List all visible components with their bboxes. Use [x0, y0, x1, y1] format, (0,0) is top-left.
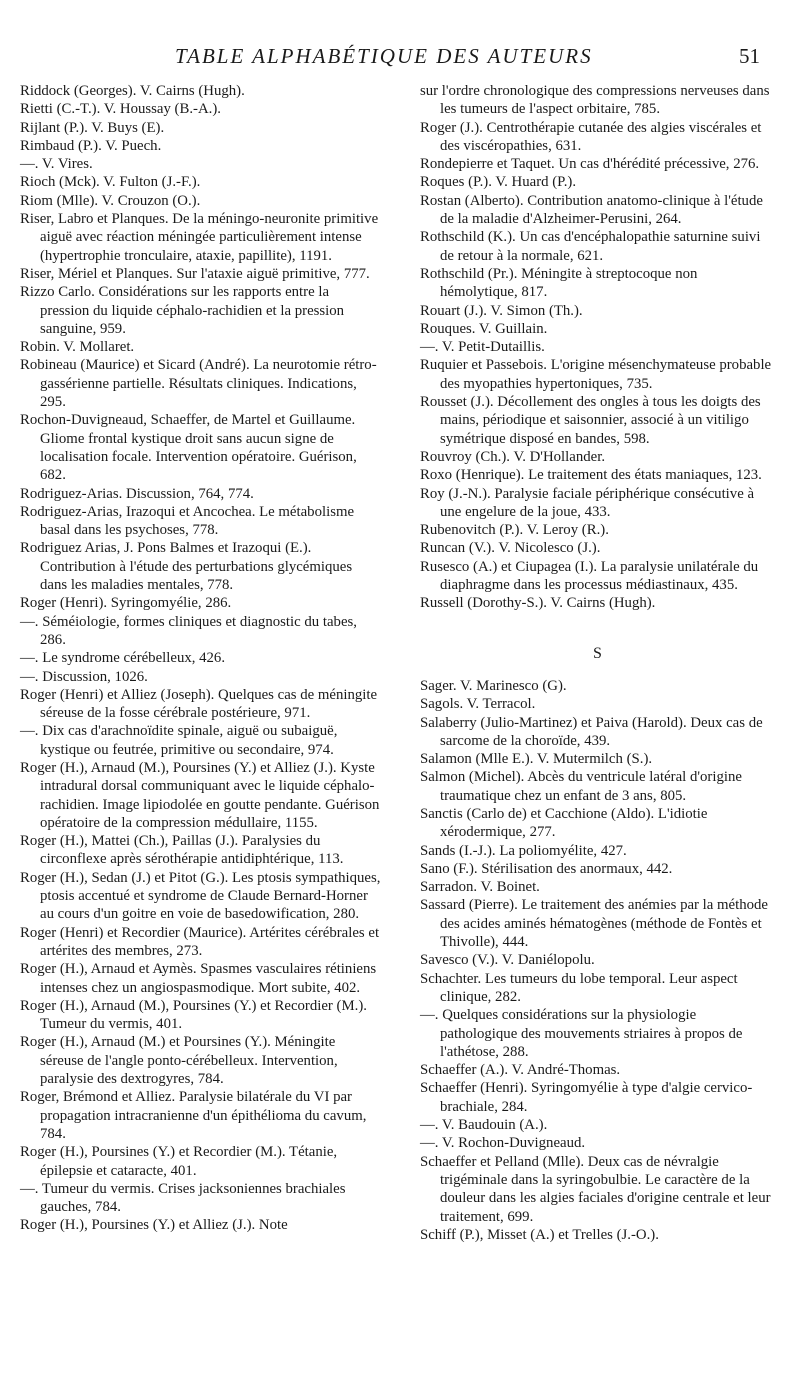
- index-entry: Salamon (Mlle E.). V. Mutermilch (S.).: [420, 751, 653, 768]
- index-entry: Rothschild (K.). Un cas d'encéphalopathie saturnine suivi de retour à la normale, 621.: [420, 229, 761, 264]
- index-entry: Roger (H.), Arnaud (M.), Poursines (Y.) et Recordier (M.). Tumeur du vermis, 401.: [20, 997, 367, 1033]
- index-entry: Roger (H.), Poursines (Y.) et Alliez (J.). Note: [20, 1217, 288, 1234]
- index-entry: —. Séméiologie, formes cliniques et diagnostic du tabes, 286.: [20, 613, 357, 648]
- right-column-s-entries: [420, 677, 775, 1244]
- index-entry: Runcan (V.). V. Nicolesco (J.).: [420, 540, 601, 557]
- index-entry: Rouart (J.). V. Simon (Th.).: [420, 302, 583, 319]
- index-entry: Sager. V. Marinesco (G).: [420, 677, 567, 694]
- index-entry: Roger (H.), Mattei (Ch.), Paillas (J.). Paralysies du circonflexe après sérothérapie antidiphtérique, 113.: [20, 833, 344, 868]
- index-entry: Schaeffer (A.). V. André-Thomas.: [420, 1062, 621, 1079]
- index-entry: Rouques. V. Guillain.: [420, 320, 548, 337]
- index-entry: Roger (H.), Arnaud et Aymès. Spasmes vasculaires rétiniens intenses chez un angiospasmodique. Mort subite, 402.: [20, 961, 377, 996]
- index-entry: —. V. Rochon-Duvigneaud.: [420, 1135, 586, 1152]
- index-entry: Roger (H.), Sedan (J.) et Pitot (G.). Les ptosis sympathiques, ptosis accentué et syndrome de Claude Bernard-Horner au cours d'un goitre en voie de basedowification, 280.: [20, 869, 381, 923]
- index-entry: Roger (J.). Centrothérapie cutanée des algies viscérales et des viscéropathies, 631.: [420, 119, 762, 154]
- index-entry: Sagols. V. Terracol.: [420, 696, 536, 713]
- section-heading: S: [593, 644, 602, 662]
- index-entry: Sassard (Pierre). Le traitement des anémies par la méthode des acides aminés hématogènes (méthode de Fontès et Thivolle), 444.: [420, 897, 769, 951]
- index-entry: Salmon (Michel). Abcès du ventricule latéral d'origine traumatique chez un enfant de 3 ans, 805.: [420, 769, 742, 804]
- index-entry: Rostan (Alberto). Contribution anatomo-clinique à l'étude de la maladie d'Alzheimer-Perusini, 264.: [420, 192, 763, 228]
- index-entry: Sano (F.). Stérilisation des anormaux, 442.: [420, 860, 673, 877]
- index-entry: Riddock (Georges). V. Cairns (Hugh).: [20, 83, 245, 99]
- index-entry: Roger (H.), Arnaud (M.), Poursines (Y.) et Alliez (J.). Kyste intradural dorsal communiquant avec le liquide céphalo-rachidien. Image lipiodolée en goutte pendante. Guérison opératoire de la compression médullaire, 1155.: [20, 759, 380, 831]
- index-entry: Rijlant (P.). V. Buys (E).: [20, 119, 165, 136]
- index-entry: —. V. Baudouin (A.).: [420, 1117, 548, 1134]
- index-entry: Savesco (V.). V. Daniélopolu.: [420, 952, 595, 969]
- index-entry: Roger (H.), Arnaud (M.) et Poursines (Y.). Méningite séreuse de l'angle ponto-cérébelleux. Intervention, paralysie des dextrogyres, 784.: [20, 1034, 338, 1088]
- index-entry: Rondepierre et Taquet. Un cas d'hérédité précessive, 276.: [420, 156, 760, 173]
- index-entry: —. Dix cas d'arachnoïdite spinale, aiguë ou subaiguë, kystique ou feutrée, primitive ou secondaire, 974.: [20, 723, 338, 758]
- index-entry: Roger (H.), Poursines (Y.) et Recordier (M.). Tétanie, épilepsie et cataracte, 401.: [20, 1144, 338, 1179]
- index-entry: Roger (Henri). Syringomyélie, 286.: [20, 595, 232, 612]
- index-entry: Rioch (Mck). V. Fulton (J.-F.).: [20, 174, 201, 191]
- index-entry: —. Quelques considérations sur la physiologie pathologique des mouvements striaires à propos de l'athétose, 288.: [420, 1007, 743, 1060]
- left-column: [20, 82, 382, 1235]
- index-entry: Schaeffer et Pelland (Mlle). Deux cas de névralgie trigéminale dans la syringobulbie. Le caractère de la douleur dans les algies faciales d'origine centrale et leur traitement, 699.: [420, 1153, 771, 1225]
- running-title: TABLE ALPHABÉTIQUE DES AUTEURS: [175, 44, 593, 68]
- index-entry: Rusesco (A.) et Ciupagea (I.). La paralysie unilatérale du diaphragme dans les processus médiastinaux, 435.: [420, 558, 759, 594]
- index-entry: Robineau (Maurice) et Sicard (André). La neurotomie rétro-gassérienne partielle. Résultats cliniques. Indications, 295.: [20, 357, 377, 411]
- index-entry: Roques (P.). V. Huard (P.).: [420, 174, 577, 191]
- index-entry: Roger (Henri) et Recordier (Maurice). Artérites cérébrales et artérites des membres, 273.: [20, 924, 380, 959]
- index-entry: Riser, Labro et Planques. De la méningo-neuronite primitive aiguë avec réaction méningée particulièrement intense (hypertrophie tronculaire, ataxie, papillite), 1191.: [20, 211, 379, 264]
- right-column-r-entries: [420, 82, 775, 613]
- index-entry: Russell (Dorothy-S.). V. Cairns (Hugh).: [420, 595, 656, 612]
- index-entry: Rochon-Duvigneaud, Schaeffer, de Martel et Guillaume. Gliome frontal kystique droit sans aucun signe de localisation focale. Intervention opératoire. Guérison, 682.: [20, 412, 357, 484]
- index-entry: Robin. V. Mollaret.: [20, 339, 135, 356]
- index-entry: Rietti (C.-T.). V. Houssay (B.-A.).: [20, 101, 221, 118]
- index-entry: —. Le syndrome cérébelleux, 426.: [20, 650, 226, 667]
- index-entry: Roy (J.-N.). Paralysie faciale périphérique consécutive à une engelure de la joue, 433.: [420, 485, 755, 520]
- index-entry: sur l'ordre chronologique des compressions nerveuses dans les tumeurs de l'aspect orbitaire, 785.: [420, 83, 770, 118]
- index-entry: Ruquier et Passebois. L'origine mésenchymateuse probable des myopathies hypertoniques, 735.: [420, 357, 772, 392]
- page-number: 51: [739, 44, 760, 68]
- index-entry: Rimbaud (P.). V. Puech.: [20, 137, 162, 154]
- index-entry: Sands (I.-J.). La poliomyélite, 427.: [420, 842, 627, 859]
- index-entry: Sarradon. V. Boinet.: [420, 879, 540, 896]
- index-entry: —. V. Petit-Dutaillis.: [420, 339, 545, 356]
- index-entry: Riser, Mériel et Planques. Sur l'ataxie aiguë primitive, 777.: [20, 265, 370, 282]
- index-entry: Schaeffer (Henri). Syringomyélie à type d'algie cervico-brachiale, 284.: [420, 1080, 753, 1115]
- index-entry: —. Tumeur du vermis. Crises jacksoniennes brachiales gauches, 784.: [20, 1180, 346, 1216]
- index-entry: Rodriguez-Arias, Irazoqui et Ancochea. Le métabolisme basal dans les psychoses, 778.: [20, 503, 355, 539]
- index-entry: —. Discussion, 1026.: [20, 668, 148, 685]
- index-entry: Rouvroy (Ch.). V. D'Hollander.: [420, 448, 606, 465]
- index-entry: —. V. Vires.: [20, 156, 93, 173]
- page-header: [0, 44, 800, 74]
- index-entry: Rousset (J.). Décollement des ongles à tous les doigts des mains, périodique et saisonnier, associé à un vitiligo symétrique disposé en bandes, 598.: [420, 394, 761, 447]
- index-entry: Schachter. Les tumeurs du lobe temporal. Leur aspect clinique, 282.: [420, 970, 738, 1005]
- index-entry: Roger (Henri) et Alliez (Joseph). Quelques cas de méningite séreuse de la fosse cérébrale postérieure, 971.: [20, 686, 378, 722]
- index-entry: Rodriguez-Arias. Discussion, 764, 774.: [20, 485, 254, 502]
- index-entry: Rizzo Carlo. Considérations sur les rapports entre la pression du liquide céphalo-rachidien et la pression sanguine, 959.: [20, 284, 345, 337]
- index-entry: Riom (Mlle). V. Crouzon (O.).: [20, 192, 201, 209]
- index-entry: Schiff (P.), Misset (A.) et Trelles (J.-O.).: [420, 1226, 659, 1243]
- right-column: [420, 82, 775, 1244]
- index-entry: Rothschild (Pr.). Méningite à streptocoque non hémolytique, 817.: [420, 265, 698, 301]
- index-entry: Rodriguez Arias, J. Pons Balmes et Irazoqui (E.). Contribution à l'étude des perturbations glycémiques dans les maladies mentales, 778.: [20, 540, 353, 594]
- index-entry: Roxo (Henrique). Le traitement des états maniaques, 123.: [420, 467, 762, 484]
- index-entry: Rubenovitch (P.). V. Leroy (R.).: [420, 522, 609, 539]
- index-entry: Sanctis (Carlo de) et Cacchione (Aldo). L'idiotie xérodermique, 277.: [420, 805, 708, 841]
- index-entry: Roger, Brémond et Alliez. Paralysie bilatérale du VI par propagation intracranienne d'un épithélioma du cavum, 784.: [20, 1089, 367, 1142]
- index-entry: Salaberry (Julio-Martinez) et Paiva (Harold). Deux cas de sarcome de la choroïde, 439.: [420, 714, 763, 749]
